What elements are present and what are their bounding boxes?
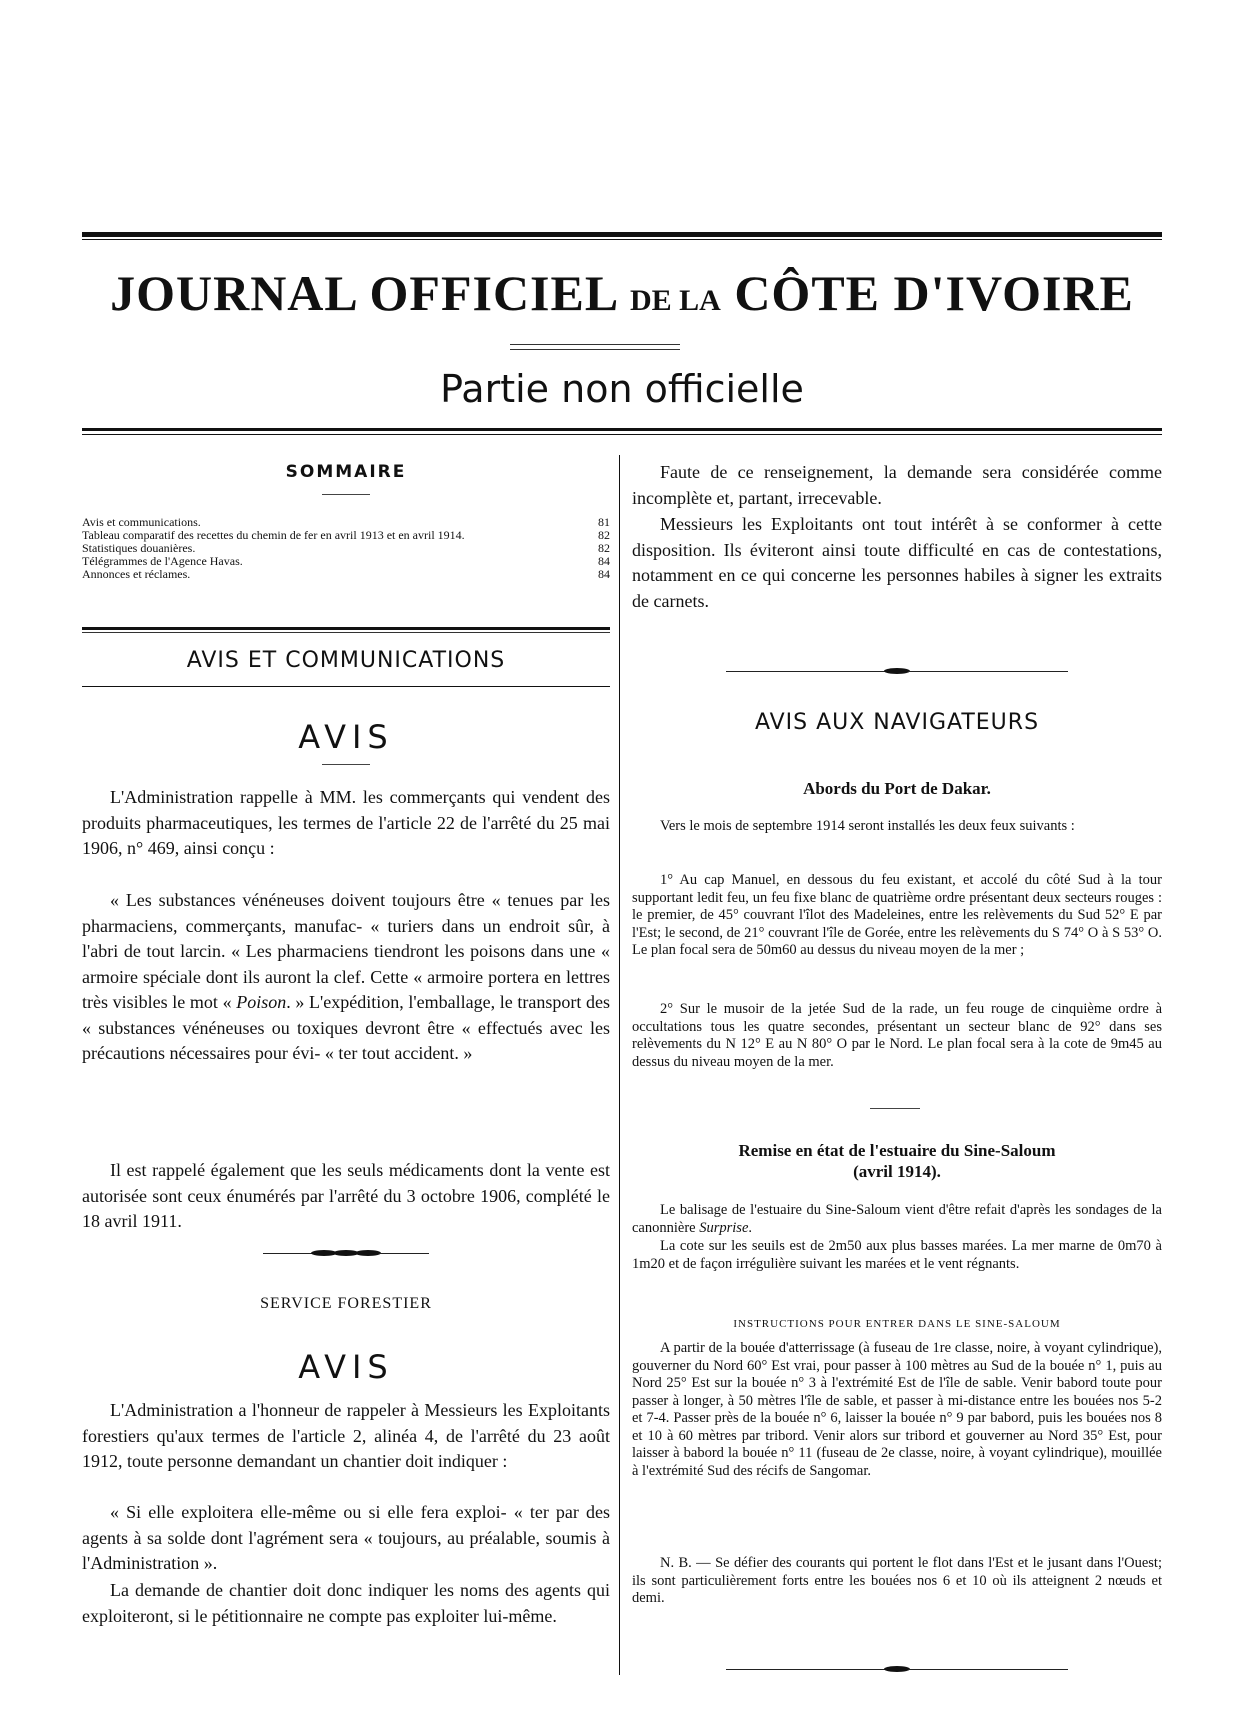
sep-line (908, 1669, 1068, 1670)
masthead-de-la: DE LA (629, 284, 721, 317)
sep-knot (884, 668, 910, 674)
saloum-p1-text-b: . (748, 1219, 753, 1236)
toc-label: Avis et communications. (82, 515, 201, 529)
saloum-heading (632, 1140, 1162, 1182)
saloum-p1-ship: Surprise (699, 1219, 749, 1236)
header-bottom-rule (82, 428, 1162, 431)
toc-page: 82 (598, 528, 610, 542)
saloum-paragraph-2: La cote sur les seuils est de 2m50 aux plus basses marées. La mer marne de 0m70 à 1m20 et de façon irrégulière suivant les marées et le vent régnants. (632, 1238, 1162, 1272)
saloum-heading-line-2: (avril 1914). (853, 1162, 941, 1181)
sommaire-title: SOMMAIRE (285, 462, 407, 482)
masthead-under-rule-2 (510, 349, 680, 350)
section-title-avis-communications: AVIS ET COMMUNICATIONS (186, 648, 506, 673)
avis1-quote-poison: Poison (236, 992, 287, 1012)
nb-paragraph: N. B. — Se défier des courants qui portent le flot dans l'Est et le jusant dans l'Ouest; ils sont particulièrement forts entre les bouées nos 6 et 10 où ils atteignent 2 nœuds et demi. (632, 1555, 1162, 1606)
sep-line (908, 671, 1068, 672)
navigateurs-heading: AVIS AUX NAVIGATEURS (754, 710, 1040, 735)
ornament-separator-1 (82, 1250, 610, 1256)
sommaire-bottom-rule (82, 627, 610, 630)
avis2-paragraph-2: La demande de chantier doit donc indiquer les noms des agents qui exploiteront, si le pétitionnaire ne compte pas exploiter lui-même. (82, 1580, 610, 1626)
dakar-item-2: 2° Sur le musoir de la jetée Sud de la rade, un feu rouge de cinquième ordre à occultations tous les quatre secondes, présentant un secteur blanc de 92° dans ses relèvements du N 12° E au N 80° O par le Nord. Le plan focal sera à la cote de 9m45 au dessus du niveau moyen de la mer. (632, 1001, 1162, 1070)
toc-label: Statistiques douanières. (82, 541, 196, 555)
sep-line (726, 671, 886, 672)
toc-label: Télégrammes de l'Agence Havas. (82, 554, 243, 568)
toc-page: 81 (598, 515, 610, 529)
instructions-heading: INSTRUCTIONS POUR ENTRER DANS LE SINE-SALOUM (733, 1318, 1061, 1330)
toc-page: 84 (598, 567, 610, 581)
toc-page: 82 (598, 541, 610, 555)
instructions-paragraph: A partir de la bouée d'atterrissage (à fuseau de 1re classe, noire, à voyant cylindrique), gouverner du Nord 60° Est vrai, pour passer à 100 mètres au Sud de la bouée n° 1, puis au Nord 25° Est sur la bouée n° 3 à l'extrémité Est de l'île de sable. Venir babord toute pour passer à longer, à 50 mètres l'île de sable, et passer à mi-distance entre les bouées nos 5-2 et 7-4. Passer près de la bouée n° 6, laisser la bouée n° 9 par babord, puis les bouées nos 8 et 10 à 60 mètres par tribord. Venir alors sur tribord et gouverner au Nord 35° Est, pour laisser à babord la bouée n° 11 (fuseau de 2e classe, noire, à voyant cylindrique), mouillée à l'extrémité Sud des récifs de Sangomar. (632, 1340, 1162, 1479)
masthead-journal: JOURNAL OFFICIEL (110, 265, 617, 321)
avis-dash-1 (322, 764, 370, 765)
sommaire-bottom-rule-thin (82, 632, 610, 633)
continuation-paragraph-2: Messieurs les Exploitants ont tout intérêt à se conformer à cette disposition. Ils éviteront ainsi toute difficulté en cas de contestations, notamment en ce qui concerne les personnes habiles à signer les extraits de carnets. (632, 514, 1162, 611)
sep-line (379, 1253, 429, 1254)
saloum-heading-line-1: Remise en état de l'estuaire du Sine-Saloum (738, 1141, 1056, 1160)
avis1-paragraph-1: L'Administration rappelle à MM. les commerçants qui vendent des produits pharmaceutiques, les termes de l'article 22 de l'arrêté du 25 mai 1906, n° 469, ainsi conçu : (82, 787, 610, 858)
masthead-top-rule-thin (82, 239, 1162, 240)
saloum-p1-text-a: Le balisage de l'estuaire du Sine-Saloum vient d'être refait d'après les sondages de la canonnière (632, 1202, 1162, 1236)
continuation-paragraph-1: Faute de ce renseignement, la demande sera considérée comme incomplète et, partant, irrecevable. (632, 462, 1162, 508)
avis2-quote: « Si elle exploitera elle-même ou si elle fera exploi- « ter par des agents à sa solde dont l'agrément sera « toujours, au préalable, soumis à l'Administration ». (82, 1502, 610, 1573)
avis1-paragraph-2: Il est rappelé également que les seuls médicaments dont la vente est autorisée sont ceux énumérés par l'arrêté du 3 octobre 1906, complété le 18 avril 1911. (82, 1160, 610, 1231)
sep-knot (355, 1250, 381, 1256)
masthead-under-rule-1 (510, 344, 680, 345)
section-rule (82, 686, 610, 687)
dakar-intro: Vers le mois de septembre 1914 seront installés les deux feux suivants : (660, 818, 1075, 834)
avis1-quote-text-b: . » L'expédition, l'emballage, le transport des « substances vénéneuses ou toxiques devront être « effectués avec les précautions nécessaires pour évi- « ter tout accident. » (82, 992, 610, 1063)
ornament-separator-3 (632, 1666, 1162, 1672)
saloum-paragraph-1 (632, 1202, 1162, 1237)
service-forestier-heading: SERVICE FORESTIER (260, 1295, 432, 1312)
sep-line (263, 1253, 313, 1254)
page-subtitle: Partie non officielle (440, 367, 804, 411)
toc-entry (82, 568, 610, 581)
avis1-quote-text-a: « Les substances vénéneuses doivent toujours être « tenues par les pharmaciens, commerçants, manufac- « turiers dans un endroit sûr, à l'abri de tout larcin. « Les pharmaciens tiendront les poisons dans une « armoire spéciale dont ils auront la clef. Cette « armoire portera en lettres très visibles le mot « (82, 890, 610, 1012)
sep-knot (884, 1666, 910, 1672)
sep-line (726, 1669, 886, 1670)
dakar-heading: Abords du Port de Dakar. (803, 779, 991, 798)
dakar-end-dash (870, 1108, 920, 1109)
ornament-separator-2 (632, 668, 1162, 674)
toc-label: Tableau comparatif des recettes du chemin de fer en avril 1913 et en avril 1914. (82, 528, 465, 542)
sommaire-list (82, 516, 610, 581)
dakar-item-1: 1° Au cap Manuel, en dessous du feu existant, et accolé du côté Sud à la tour supportant ledit feu, un feu fixe blanc de quatrième ordre présentant deux secteurs rouges : le premier, de 45° couvrant l'îlot des Madeleines, entre les relèvements du Sud 52° E par l'Est; le second, de 21° couvrant l'île de Gorée, entre les relèvements du S 74° O à S 53° O. Le plan focal sera de 50m60 au dessus du niveau moyen de la mer ; (632, 872, 1162, 958)
toc-label: Annonces et réclames. (82, 567, 191, 581)
column-divider (619, 455, 620, 1675)
avis2-paragraph-1: L'Administration a l'honneur de rappeler à Messieurs les Exploitants forestiers qu'aux termes de l'article 2, alinéa 4, de l'arrêté du 23 août 1912, toute personne demandant un chantier doit indiquer : (82, 1400, 610, 1471)
header-bottom-rule-thin (82, 434, 1162, 435)
avis-heading-1: AVIS (298, 718, 394, 756)
avis1-quote (82, 888, 610, 1067)
masthead-country: CÔTE D'IVOIRE (734, 265, 1134, 321)
toc-page: 84 (598, 554, 610, 568)
sommaire-dash (322, 494, 370, 495)
journal-masthead (82, 265, 1162, 321)
masthead-top-rule (82, 232, 1162, 237)
avis-heading-2: AVIS (298, 1348, 394, 1386)
